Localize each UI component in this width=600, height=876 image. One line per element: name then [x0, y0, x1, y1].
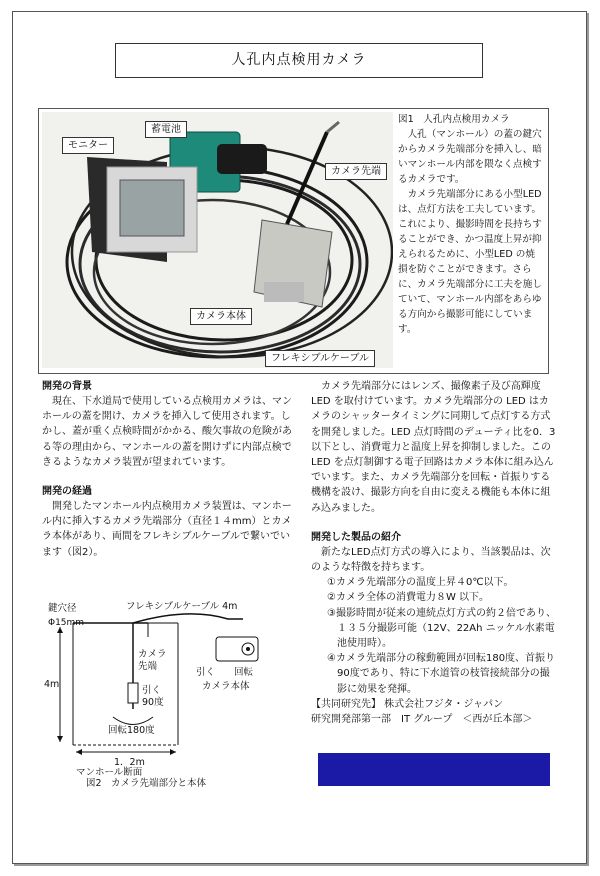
- paragraph-product-intro: 新たなLED点灯方式の導入により、当該製品は、次のような特徴を持ちます。: [311, 546, 551, 574]
- paragraph-progress: 開発したマンホール内点検用カメラ装置は、マンホール内に挿入するカメラ先端部分（直径１４mm）とカメラ本体があり、両間をフレキシブルケーブルで繋いでいます（図2）。: [42, 501, 292, 558]
- feature-item: ④カメラ先端部分の稼動範囲が回転180度、首振り90度であり、特に下水道管の枝管接続部分の撮影に効果を発揮。: [327, 653, 556, 695]
- collaborator-dept: 研究開発部第一部 IT グループ ＜西が丘本部＞: [311, 714, 533, 726]
- pull-label: 引く: [142, 685, 162, 696]
- body-label: カメラ本体: [202, 681, 250, 692]
- section-heading-product: 開発した製品の紹介: [311, 531, 401, 543]
- width-label: 1．2m: [114, 757, 145, 768]
- tilt-label: 90度: [142, 697, 164, 708]
- collaborator-line: 【共同研究先】 株式会社フジタ・ジャパン: [311, 698, 504, 710]
- cable-label: フレキシブルケーブル: [265, 350, 375, 367]
- figure-2-caption: 図2 カメラ先端部分と本体: [86, 778, 207, 787]
- figure-1-photo: [42, 112, 393, 368]
- section-heading-background: 開発の背景: [42, 381, 92, 392]
- keyhole-label: 鍵穴径: [48, 603, 77, 614]
- keyhole-diameter: Φ15mm: [48, 618, 85, 628]
- right-column: [311, 379, 556, 727]
- paragraph-background: 現在、下水道局で使用している点検用カメラは、マンホールの蓋を開け、カメラを挿入して使用されます。しかし、蓋が重く点検時間がかかる、酸欠事故の危険がある等の理由から、マンホールの蓋を開けずに内部点検できるようなカメラ装置が望まれています。: [42, 396, 292, 468]
- rotation-label: 回転180度: [108, 725, 155, 736]
- camera-tip-label: カメラ先端: [325, 163, 387, 180]
- figure-1-caption: [398, 112, 544, 337]
- body-pull-label: 引く: [196, 667, 216, 678]
- body-rotate-label: 回転: [234, 667, 254, 678]
- section-label: マンホール断面: [76, 767, 143, 778]
- figure-1-caption-title: 図1 人孔内点検用カメラ: [398, 114, 510, 125]
- camera-body-label: カメラ本体: [190, 308, 252, 325]
- caption-paragraph: 人孔（マンホール）の蓋の鍵穴からカメラ先端部分を挿入し、暗いマンホール内部を隈なく点検するカメラです。: [398, 129, 542, 185]
- feature-item: ③撮影時間が従来の連続点灯方式の約２倍であり、１３５分撮影可能（12V、22Ah ニッケル水素電池使用時）。: [327, 607, 556, 650]
- paragraph-led: カメラ先端部分にはレンズ、撮像素子及び高輝度LED を取付けています。カメラ先端部分の LED はカメラのシャッタータイミングに同期して点灯する方式を開発しました。LED 点灯時間のデューティ比を0．3以下とし、消費電力と温度上昇を抑制しました。この LED を点灯制御する電子回路はカメラ本体に組み込んでいます。また、カメラ先端部分を回転・首振りする機構を設け、撮影方向を自由に変える機能も本体に組み込みました。: [311, 381, 556, 514]
- page-title: 人孔内点検用カメラ: [115, 43, 483, 78]
- tip-label: 先端: [138, 661, 158, 672]
- cable-length-label: フレキシブルケーブル 4m: [126, 601, 238, 612]
- monitor-label: モニター: [62, 137, 114, 154]
- figure-2-diagram: [38, 597, 298, 787]
- section-heading-progress: 開発の経過: [42, 486, 92, 498]
- battery-label: 蓄電池: [145, 121, 187, 138]
- depth-label: 4m: [44, 679, 60, 690]
- redacted-contact-block: [318, 753, 550, 786]
- camera-label: カメラ: [138, 649, 167, 660]
- caption-paragraph: カメラ先端部分にある小型LED は、点灯方法を工夫しています。これにより、撮影時間を長持ちすることができ、かつ温度上昇が抑えられるために、小型LED の焼損を防ぐことができます。さらに、カメラ先端部分に工夫を施していて、マンホール内部をあらゆる方向から撮影可能にしています。: [398, 189, 542, 335]
- feature-item: ①カメラ先端部分の温度上昇４0℃以下。: [327, 577, 514, 589]
- left-column: [42, 379, 298, 560]
- feature-item: ②カメラ全体の消費電力８W 以下。: [327, 592, 490, 604]
